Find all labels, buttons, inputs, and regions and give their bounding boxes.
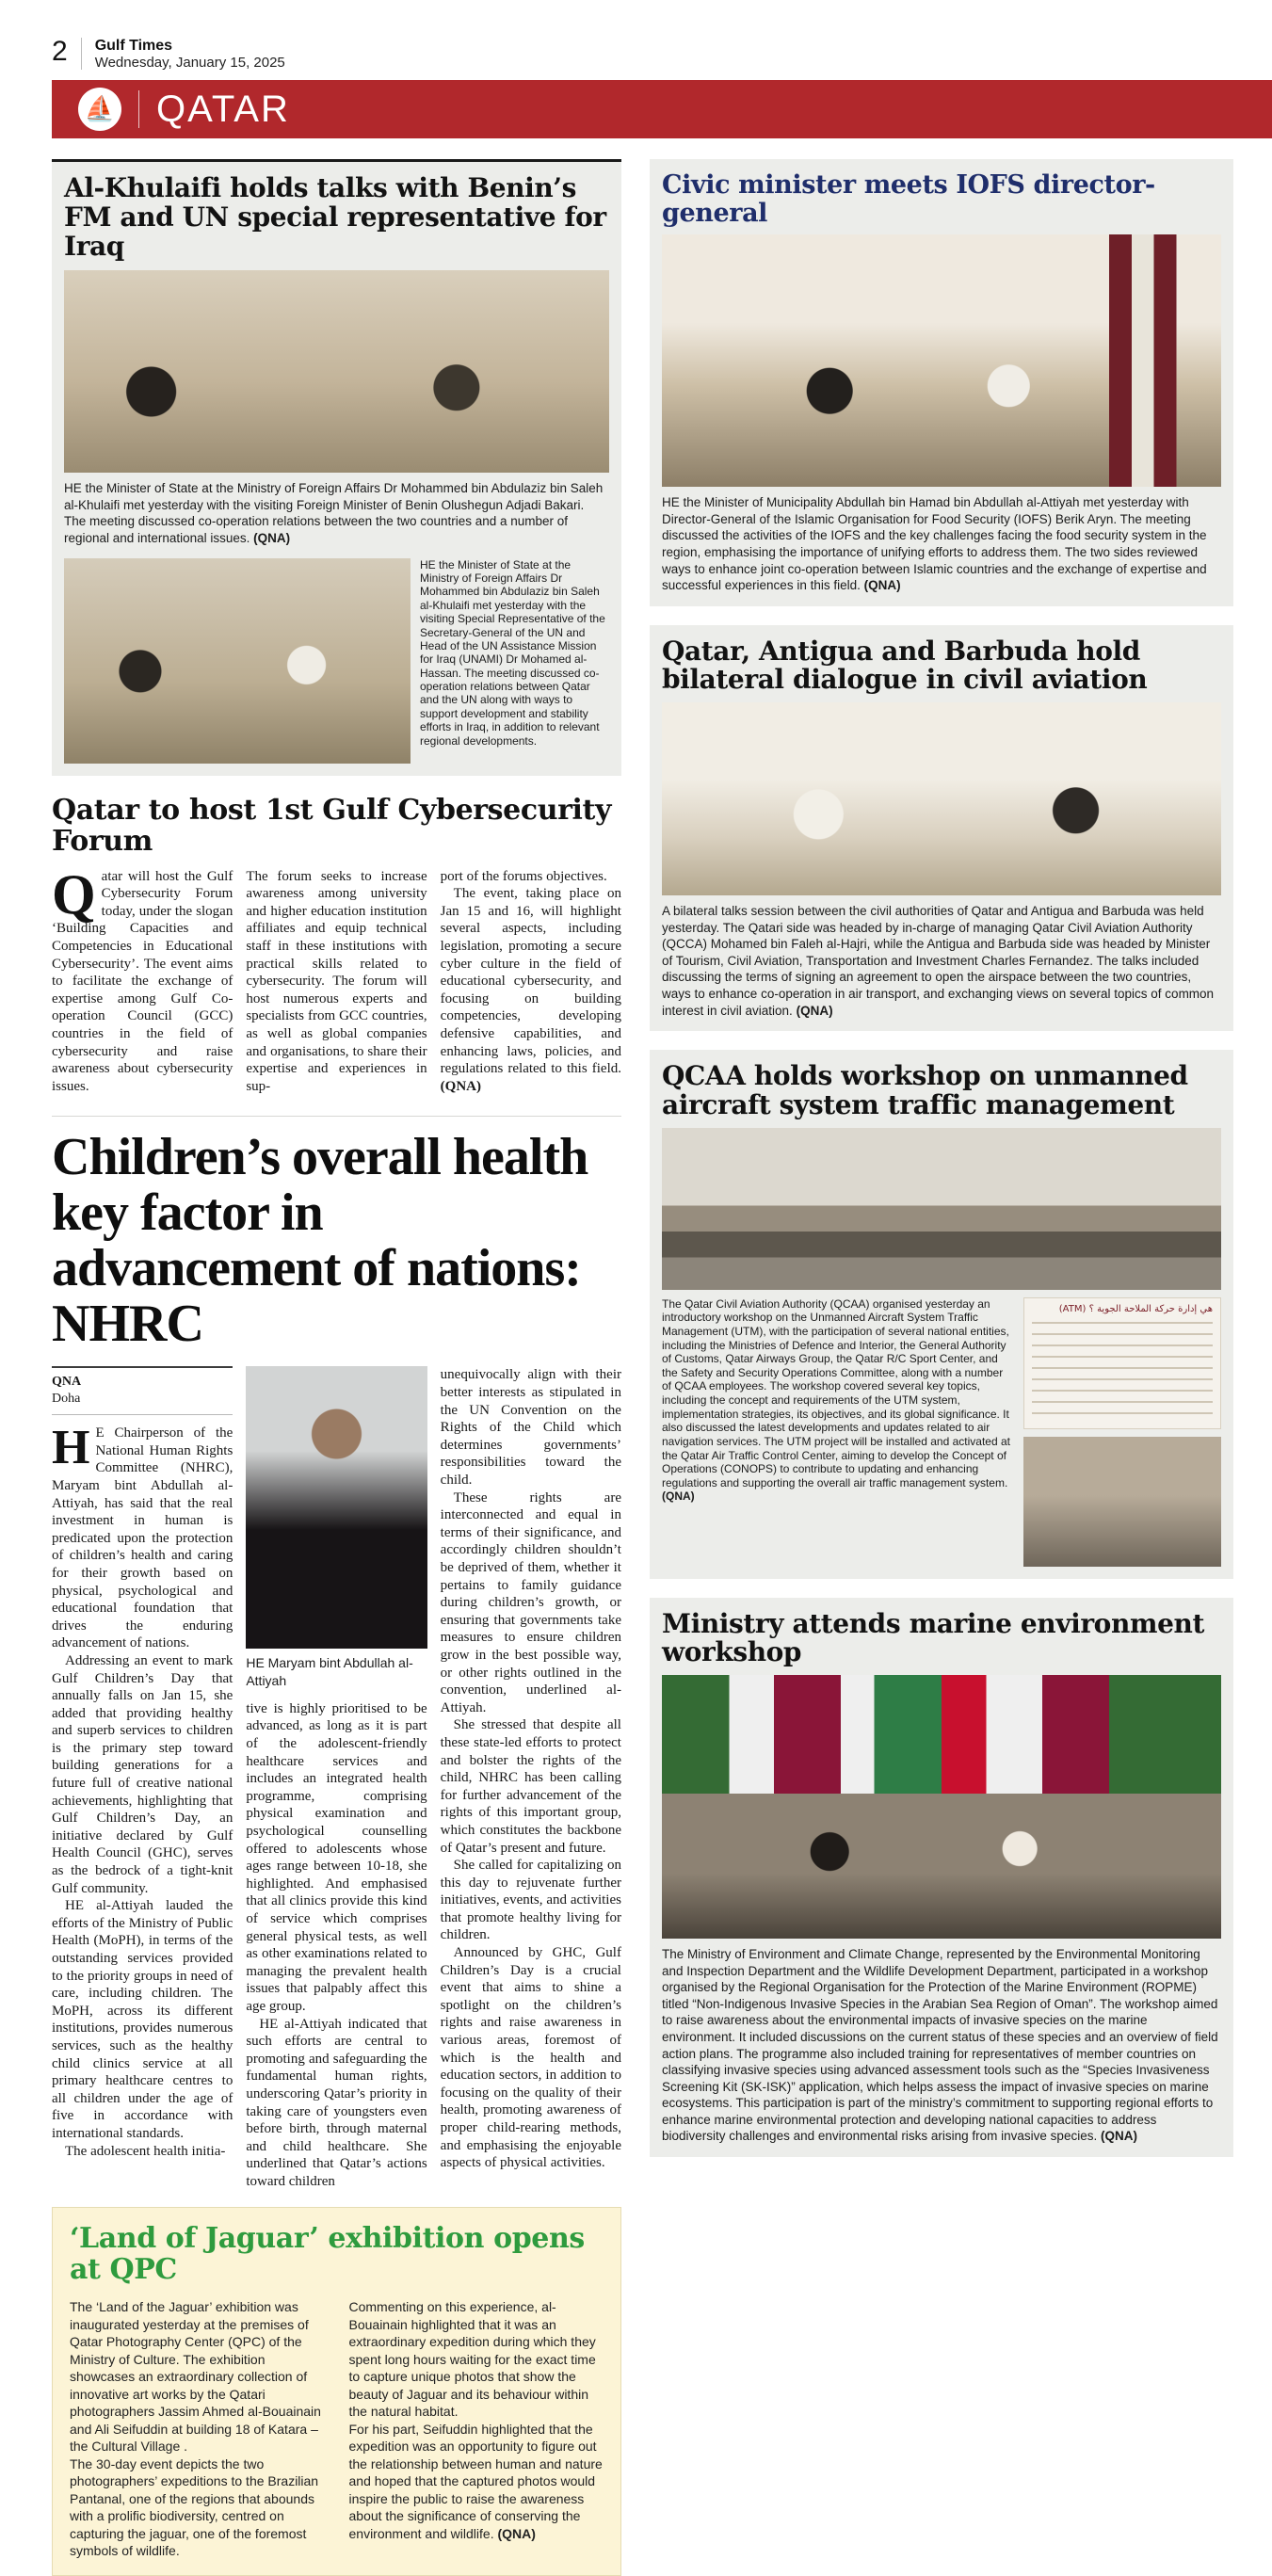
article-headline: Children’s overall health key factor in advancement of nations: NHRC xyxy=(52,1128,588,1353)
body-paragraph: tive is highly prioritised to be advanced, as long as it is part of the adolescent-friendly healthcare services and includes an integrated health programme, comprising physical examination and psychological counselling offered to adolescents whose ages range between 10-18, she highlighted. And emphasised that all clinics provide this kind of service which comprises general physical tests, as well as other examinations related to managing the prevalent health issues that palpably affect this age group. xyxy=(246,1700,427,2014)
article-headline: Civic minister meets IOFS director-general xyxy=(662,170,1155,228)
slide-title: (ATM) هي إدارة حركة الملاحة الجوية ؟ xyxy=(1058,1303,1213,1314)
article-headline: Qatar to host 1st Gulf Cybersecurity Forum xyxy=(52,793,612,858)
body-column xyxy=(441,868,621,1096)
antigua-talks-photo xyxy=(662,702,1221,895)
source-tag: (QNA) xyxy=(796,1003,833,1018)
photo-caption xyxy=(662,494,1221,593)
section-banner xyxy=(52,80,1272,138)
caption-media-row xyxy=(662,1297,1221,1567)
body-paragraph: HE al-Attiyah indicated that such efforts are central to promoting and safeguarding the fundamental human rights, underscoring Qatar’s priority in taking care of youngsters even before birth, through maternal and child healthcare. She underlined that Qatar’s actions toward children xyxy=(246,2016,427,2189)
dropcap: H xyxy=(52,1421,90,1475)
qcaa-group-photo xyxy=(662,1128,1221,1290)
body-paragraph: Commenting on this experience, al-Bouainain highlighted that it was an extraordinary expedition during which they spent long hours waiting for the exact time to capture unique photos that show the beauty of Jaguar and its behaviour within the natural habitat. xyxy=(348,2299,596,2420)
dhow-logo-icon xyxy=(78,88,121,131)
masthead xyxy=(0,0,1272,138)
dhow-glyph: ⛵ xyxy=(84,95,116,123)
body-paragraph: port of the forums objectives. xyxy=(440,868,607,884)
page-number: 2 xyxy=(52,36,68,67)
photo-caption: HE the Minister of State at the Ministry of Foreign Affairs Dr Mohammed bin Abdulaziz bin Saleh al-Khulaifi met yesterday with the visiting Special Representative of the Secretary-General of the UN and Head of the UN Assistance Mission for Iraq (UNAMI) Dr Mohamed al-Hassan. The meeting discussed co-operation relations between Qatar and the UN along with ways to support development and stability efforts in Iraq, in addition to relevant regional developments. xyxy=(420,557,605,748)
body-paragraph: HE al-Attiyah lauded the efforts of the Ministry of Public Health (MoPH), in terms of the outstanding services provided to the priority groups in need of care, including children. The MoPH, across its different institutions, provides numerous services, such as the healthy child clinics service at all primary healthcare centres to all children under the age of five in accordance with international standards. xyxy=(52,1898,233,2141)
body-paragraph xyxy=(349,2421,604,2542)
body-paragraph: The ‘Land of the Jaguar’ exhibition was inaugurated yesterday at the premises of Qatar Photography Center (QPC) of the Ministry of Culture. The exhibition showcases an extraordinary collection of innovative art works by the Qatari photographers Jassim Ahmed al-Bouainain and Ali Seifuddin at building 18 of Katara – the Cultural Village . xyxy=(70,2299,321,2455)
photo-caption xyxy=(662,1946,1221,2145)
article-headline: Al-Khulaifi holds talks with Benin’s FM and UN special representative for Iraq xyxy=(64,172,606,262)
photo-caption-row xyxy=(64,558,609,764)
slide-text-lines xyxy=(1032,1322,1213,1414)
section-title: QATAR xyxy=(156,88,290,130)
article-body xyxy=(52,862,621,1096)
byline xyxy=(52,1366,233,1415)
body-paragraph xyxy=(441,885,621,1095)
paragraph-text: For his part, Seifuddin highlighted that the expedition was an opportunity to figure out the relationship between human and nature and hoped that the captured photos would inspire the public to raise the awareness about the significance of conserving the environment and wildlife. xyxy=(348,2421,603,2541)
utm-slide-photo xyxy=(1023,1297,1221,1429)
article-nhrc xyxy=(52,1116,621,2190)
folio xyxy=(52,38,1272,71)
caption-text: The Ministry of Environment and Climate Change, represented by the Environmental Monitoring and Inspection Department and the Wildlife Development Department, participated in a workshop organised by the Regional Organisation for the Protection of the Marine Environment (ROPME) titled “Non-Indigenous Invasive Species in the Arabian Sea Region of Oman”. The workshop aimed to raise awareness about the environmental impacts of invasive species on the marine environment. It included discussions on the current status of these species and an overview of field action plans. The programme also included training for representatives of member countries on classifying invasive species using advanced assessment tools such as the “Species Invasiveness Screening Kit (SK-ISK)” application, which helps assess the impact of invasive species on marine ecosystems. This participation is part of the ministry’s commitment to supporting regional efforts to enhance marine environmental protection and developing national capacities to address biodiversity challenges and environmental risks arising from invasive species. xyxy=(662,1947,1218,2144)
marine-workshop-photo xyxy=(662,1675,1221,1939)
article-antigua xyxy=(650,625,1233,1031)
workshop-room-photo xyxy=(1023,1437,1221,1567)
right-column xyxy=(650,159,1233,2576)
article-marine xyxy=(650,1598,1233,2157)
folio-divider xyxy=(81,38,82,70)
paper-block xyxy=(95,38,285,71)
article-headline: ‘Land of Jaguar’ exhibition opens at QPC xyxy=(70,2222,585,2287)
source-tag: (QNA) xyxy=(662,1489,695,1504)
body-paragraph: The 30-day event depicts the two photographers’ expeditions to the Brazilian Pantanal, one of the regions that abounds with a prolific biodiversity, centred on capturing the jaguar, one of the foremost symbols of wildlife. xyxy=(70,2455,319,2559)
issue-date: Wednesday, January 15, 2025 xyxy=(94,55,285,71)
source-tag: (QNA) xyxy=(497,2525,536,2541)
source-tag: (QNA) xyxy=(440,1078,481,1094)
delegates-band xyxy=(662,1794,1221,1939)
body-column xyxy=(246,868,427,1096)
photo-caption xyxy=(662,903,1221,1019)
body-column xyxy=(246,1366,427,2190)
body-paragraph: These rights are interconnected and equal in terms of their significance, and accordingly children shouldn’t be deprived of them, whether it pertains to family guidance during children’s growth, or ensuring that governments take measures to ensure children grow in the best possible way, or other rights outlined in the convention, underlined al-Attiyah. xyxy=(440,1489,621,1715)
caption-text: HE the Minister of Municipality Abdullah bin Hamad bin Abdullah al-Attiyah met yesterday with Director-General of the Islamic Organisation for Food Security (IOFS) Berik Aryn. The meeting discussed the activities of the IOFS and the key challenges facing the food security system in the region, emphasising the importance of unifying efforts to address them. The two sides reviewed ways to enhance joint co-operation between Islamic countries and the exchange of expertise and successful experiences in this field. xyxy=(662,495,1207,593)
side-photos xyxy=(1023,1297,1221,1567)
photo-caption xyxy=(662,1297,1014,1567)
body-paragraph xyxy=(52,1421,233,1652)
body-column xyxy=(441,1366,621,2190)
article-jaguar xyxy=(52,2207,621,2575)
body-paragraph: Addressing an event to mark Gulf Children’s Day that annually falls on Jan 15, she added that providing healthy and superb services to children is the primary step toward building generations for a future full of creative national achievements, highlighting that Gulf Children’s Day, an initiative declared by Gulf Health Council (GHC), serves as the bedrock of a tight-knit Gulf community. xyxy=(52,1652,233,1896)
body-paragraph xyxy=(52,862,233,1096)
left-column xyxy=(52,159,621,2576)
article-body xyxy=(70,2298,604,2559)
paragraph-text: E Chairperson of the National Human Rights Committee (NHRC), Maryam bint Abdullah al-Attiyah, has said that the real investment in human is predicated upon the protection of children’s health and caring for their growth based on physical, psychological and educational foundation that drives the enduring advancement of nations. xyxy=(52,1425,233,1651)
source-tag: (QNA) xyxy=(863,578,901,593)
body-paragraph: The forum seeks to increase awareness among university and higher education institution affiliates and equip technical staff in these institutions with practical skills related to cybersecurity. The forum will host numerous experts and specialists from GCC countries, as well as global companies and organisations, to share their expertise and experiences in sup- xyxy=(246,868,427,1094)
article-qcaa xyxy=(650,1050,1233,1579)
khulaifi-unami-photo xyxy=(64,558,411,764)
article-body xyxy=(52,1366,621,2190)
caption-text: The Qatar Civil Aviation Authority (QCAA) organised yesterday an introductory workshop on the Unmanned Aircraft System Traffic Management (UTM), with the participation of several national entities, including the Ministries of Defence and Interior, the General Authority of Customs, Qatar Airways Group, the Qatar R/C Sport Center, and the Safety and Security Operations Committee, along with a number of QCAA employees. The workshop covered several key topics, including the concept and requirements of the UTM system, implementation strategies, its objectives, and its global significance. It also discussed the latest developments and updates related to air navigation services. The UTM project will be installed and activated at the Qatar Air Traffic Control Center, aiming to develop the Concept of Operations (CONOPS) to contribute to updating and enhancing regulations and supporting the overall air traffic management system. xyxy=(662,1296,1010,1489)
body-paragraph: The adolescent health initia- xyxy=(65,2143,226,2159)
body-column xyxy=(349,2298,604,2559)
body-column xyxy=(52,1366,233,2190)
page-body xyxy=(0,138,1272,2576)
article-headline: Qatar, Antigua and Barbuda hold bilateral dialogue in civil aviation xyxy=(662,635,1148,696)
photo-caption: HE Maryam bint Abdullah al-Attiyah xyxy=(246,1655,413,1688)
civic-meeting-photo xyxy=(662,234,1221,487)
article-khulaifi xyxy=(52,159,621,776)
column-text xyxy=(246,1700,427,2191)
paragraph-text: The event, taking place on Jan 15 and 16, will highlight several aspects, including legislation, promoting a secure cyber culture in the field of educational cybersecurity, and focusing on building competencies, developing defensive capabilities, and enhancing laws, policies, and regulations related to this field. xyxy=(440,886,621,1077)
article-civic xyxy=(650,159,1233,606)
paragraph-text: atar will host the Gulf Cybersecurity Forum today, under the slogan ‘Building Capacities and Competencies in Educational Cybersecurity’. The event aims to facilitate the exchange of expertise among Gulf Co-operation Council (GCC) countries in the field of cybersecurity and raise awareness about cybersecurity issues. xyxy=(52,868,233,1094)
article-headline: Ministry attends marine environment workshop xyxy=(662,1607,1205,1668)
body-paragraph: She stressed that despite all these state-led efforts to protect and bolster the rights of the child, NHRC has been calling for further advancement of the rights of this important group, which constitutes the backbone of Qatar’s present and future. xyxy=(440,1717,621,1856)
source-tag: (QNA) xyxy=(1100,2129,1137,2144)
body-paragraph: unequivocally align with their better interests as stipulated in the UN Convention on the Rights of the Child which determines governments’ responsibilities toward the child. xyxy=(440,1367,621,1489)
body-paragraph: Announced by GHC, Gulf Children’s Day is a crucial event that aims to shine a spotlight on the children’s rights and raise awareness in various areas, foremost of which is the health and education sectors, in addition to focusing on the quality of their health, promoting awareness of proper child-rearing methods, and emphasising the enjoyable aspects of physical activities. xyxy=(440,1945,621,2171)
flags-band xyxy=(662,1675,1221,1794)
paper-name: Gulf Times xyxy=(94,38,173,54)
article-headline: QCAA holds workshop on unmanned aircraft system traffic management xyxy=(662,1060,1188,1120)
body-column xyxy=(70,2298,325,2559)
caption-text: A bilateral talks session between the civil authorities of Qatar and Antigua and Barbuda was held yesterday. The Qatari side was headed by in-charge of managing Qatar Civil Aviation Authority (QCCA) Mohamed bin Faleh al-Hajri, while the Antigua and Barbuda side was headed by Minister of Tourism, Civil Aviation, Transportation and Investment Charles Fernandez. The talks included discussing the terms of signing an agreement to open the airspace between the two countries, ways to enhance co-operation in air transport, and exchanging views on several topics of common interest in civil aviation. xyxy=(662,904,1215,1018)
khulaifi-benin-photo xyxy=(64,270,609,473)
attiyah-portrait-photo xyxy=(246,1366,427,1649)
caption-text: HE the Minister of State at the Ministry of Foreign Affairs Dr Mohammed bin Abdulaziz bin Saleh al-Khulaifi met yesterday with the visiting Foreign Minister of Benin Olushegun Adjadi Bakari. The meeting discussed co-operation relations between the two countries and a number of regional and international issues. xyxy=(64,481,604,546)
banner-divider xyxy=(138,90,139,128)
body-paragraph: She called for capitalizing on this day to rejuvenate further initiatives, events, and activities that promote healthy living for children. xyxy=(440,1858,621,1943)
article-cybersecurity xyxy=(52,795,621,1096)
source-tag: (QNA) xyxy=(253,531,291,546)
byline-agency: QNA xyxy=(52,1375,82,1390)
photo-caption xyxy=(64,480,609,546)
byline-city: Doha xyxy=(52,1391,81,1406)
dropcap: Q xyxy=(52,862,96,926)
body-column xyxy=(52,862,233,1096)
